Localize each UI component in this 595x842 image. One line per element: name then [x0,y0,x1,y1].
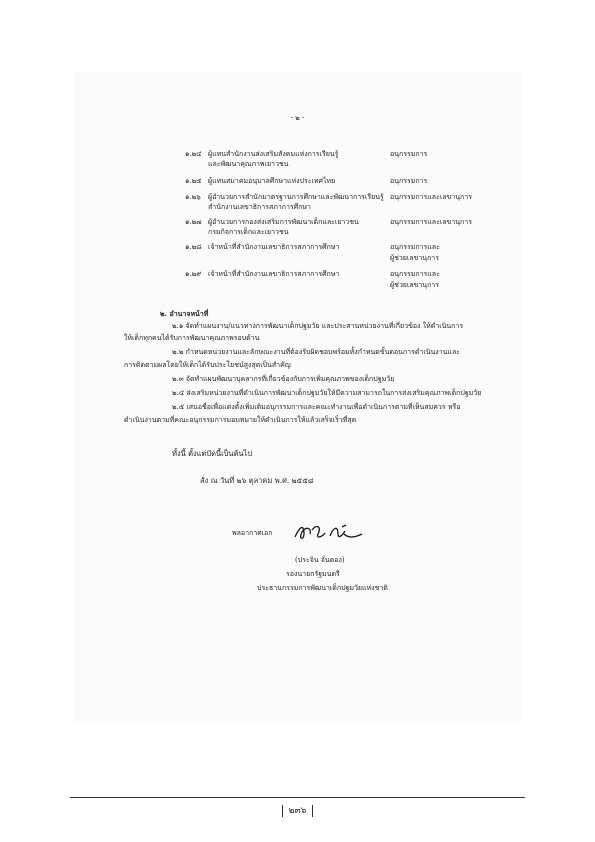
member-role: อนุกรรมการและเลขานุการ [390,218,472,226]
member-name-cont: กรมกิจการเด็กและเยาวชน [208,228,289,236]
member-name: ผู้แทนสำนักงานส่งเสริมสังคมแห่งการเรียนรู้ [208,150,339,158]
member-number: ๑.๒๔ [185,150,202,158]
footer-rule [70,797,525,798]
duty-2-5-cont: ดำเนินงานตามที่คณะอนุกรรมการมอบหมายให้ดำเนินการให้แล้วเสร็จเร็วที่สุด [124,416,357,424]
signer-rank: พลอากาศเอก [232,529,273,537]
footer-divider [282,805,283,817]
member-role: อนุกรรมการและ [390,270,440,278]
member-role: อนุกรรมการและ [390,243,440,251]
duty-2-2-cont: การติดตามผลโดยให้เด็กได้รับประโยชน์สูงสุดเป็นสำคัญ [124,361,291,369]
duty-2-2: ๒.๒ กำหนดหน่วยงานและลักษณะงานที่ต้องรับผิดชอบพร้อมทั้งกำหนดขั้นตอนการดำเนินงานและ [172,348,460,356]
member-number: ๑.๒๘ [185,243,202,251]
member-name: เจ้าหน้าที่สำนักงานเลขาธิการสภาการศึกษา [208,270,340,278]
member-role: อนุกรรมการ [390,150,428,158]
member-role: อนุกรรมการและเลขานุการ [390,193,472,201]
order-date: สั่ง ณ วันที่ ๒๖ ตุลาคม พ.ศ. ๒๕๕๘ [200,476,314,485]
member-role-cont: ผู้ช่วยเลขานุการ [390,254,439,262]
member-name-cont: สำนักงานเลขาธิการสภาการศึกษา [208,203,311,211]
member-number: ๑.๒๙ [185,270,202,278]
member-name-cont: และพัฒนาคุณภาพเยาวชน [208,160,289,168]
signer-position-1: รองนายกรัฐมนตรี [286,570,340,578]
handwritten-signature [292,522,364,544]
member-number: ๑.๒๖ [185,193,201,201]
signer-position-2: ประธานกรรมการพัฒนาเด็กปฐมวัยแห่งชาติ [257,584,388,592]
member-number: ๑.๒๗ [185,218,202,226]
member-name: ผู้อำนวยการสำนักมาตรฐานการศึกษาและพัฒนาการเรียนรู้ [208,193,384,201]
member-role: อนุกรรมการ [390,177,428,185]
duty-2-4: ๒.๔ ส่งเสริมหน่วยงานที่ดำเนินการพัฒนาเด็กปฐมวัยให้มีความสามารถในการส่งเสริมคุณภาพเด็กปฐมวัย [172,389,482,397]
footer [0,803,595,817]
duty-2-1-cont: ให้เด็กทุกคนได้รับการพัฒนาคุณภาพรอบด้าน [124,334,260,342]
effective-clause: ทั้งนี้ ตั้งแต่บัดนี้เป็นต้นไป [172,449,253,458]
duty-2-3: ๒.๓ จัดทำแผนพัฒนาบุคลากรที่เกี่ยวข้องกับการเพิ่มคุณภาพของเด็กปฐมวัย [172,375,395,383]
footer-page-number: ๒๓๖ [288,806,307,816]
signer-name: (ประจิน จั่นตอง) [295,556,345,564]
member-number: ๑.๒๕ [185,177,202,185]
member-role-cont: ผู้ช่วยเลขานุการ [390,281,439,289]
duty-2-1: ๒.๑ จัดทำแผนงาน/แนวทางการพัฒนาเด็กปฐมวัย และประสานหน่วยงานที่เกี่ยวข้อง ให้ดำเนินการ [172,322,464,330]
member-name: ผู้อำนวยการกองส่งเสริมการพัฒนาเด็กและเยาวชน [208,218,359,226]
page-header-number: - ๒ - [290,114,305,122]
member-name: เจ้าหน้าที่สำนักงานเลขาธิการสภาการศึกษา [208,243,340,251]
section-title: ๒. อำนาจหน้าที่ [160,309,209,318]
member-name: ผู้แทนสมาคมอนุบาลศึกษาแห่งประเทศไทย [208,177,336,185]
duty-2-5: ๒.๕ เสนอชื่อเพื่อแต่งตั้งเพิ่มเติมอนุกรรมการและคณะทำงานเพื่อดำเนินการตามที่เห็นสมควร หรือ [172,403,461,411]
footer-divider [312,805,313,817]
